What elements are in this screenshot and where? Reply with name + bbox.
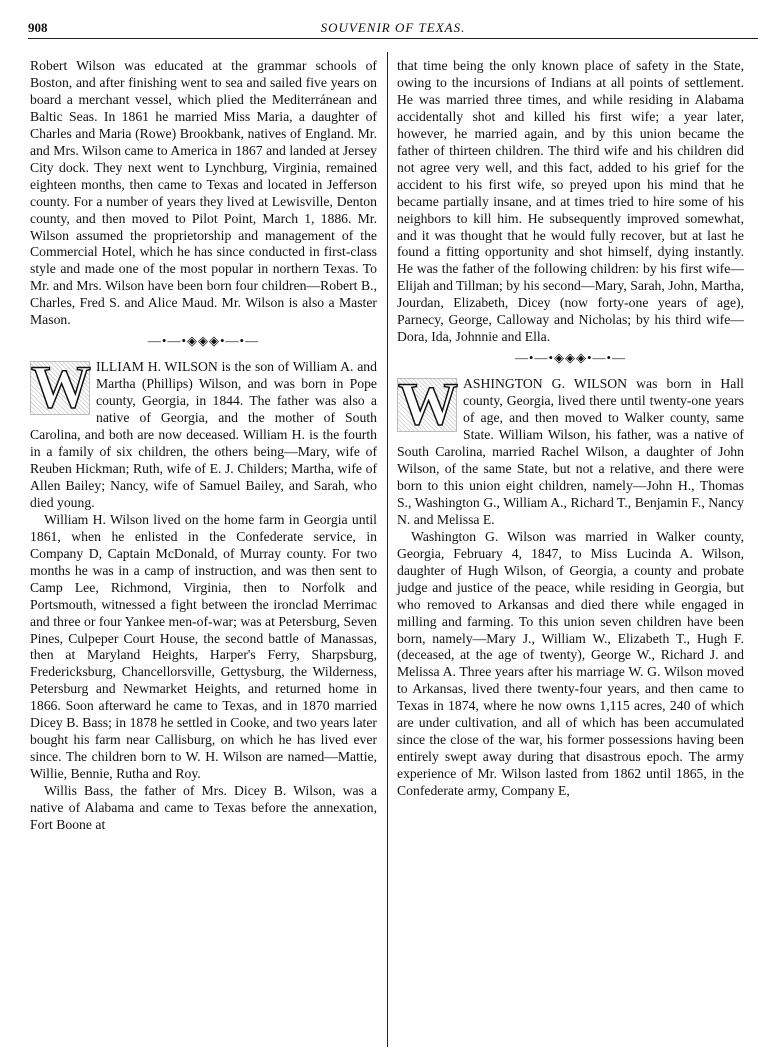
section-ornament: —•—•◈◈◈•—•—	[147, 333, 260, 349]
paragraph-marriage: Washington G. Wilson was married in Walker county, Georgia, February 4, 1847, to Miss Lucinda A. Wilson, daughter of Hugh Wilson, of Georgia, a county and probate judge and justice of the peace, while residing in Georgia, but who removed to Arkansas and died there while engaged in milling and farming. To this union seven children have been born, namely—Mary J., William W., Elizabeth T., Hugh F. (deceased, at the age of twenty), George W., Richard J. and Melissa A. Three years after his marriage W. G. Wilson moved to Arkansas, lived there twenty-four years, and then came to Texas in 1874, where he now owns 1,115 acres, 240 of which are under cultivation, and all of which has been accumulated since the close of the war, his former possessions having been entirely swept away during that disastrous epoch. The army experience of Mr. Wilson lasted from 1862 until 1865, in the Confederate army, Company E,	[397, 528, 744, 799]
header-rule	[28, 38, 758, 39]
paragraph-robert-wilson: Robert Wilson was educated at the grammar schools of Boston, and after finishing went to sea and sailed five years on board a merchant vessel, which plied the Mediterránean and Baltic Seas. In 1861 he married Miss Maria, a daughter of Charles and Maria (Rowe) Brookbank, natives of England. Mr. and Mrs. Wilson came to America in 1867 and landed at Jersey City dock. They next went to Lynchburg, Virginia, remained eighteen months, then came to Texas and located in Jefferson county. For a number of years they lived at Lewisville, Denton county, and then moved to Pilot Point, March 1, 1886. Mr. Wilson assumed the proprietorship and management of the Commercial Hotel, which he has since conducted in first-class style and made one of the most popular in northern Texas. To Mr. and Mrs. Wilson have been born four children—Robert B., Charles, Fred S. and Alice Maud. Mr. Wilson is also a Master Mason.	[30, 58, 377, 328]
drop-cap: W	[398, 371, 458, 438]
bio-intro-paragraph: ASHINGTON G. WILSON was born in Hall county, Georgia, lived there until twenty-one years of age, and then moved to Walker county, same State. William Wilson, his father, was a native of South Carolina, married Rachel Wilson, a daughter of John Wilson, of the same State, but not a relative, and there were born to this union eight children, namely—John H., Thomas S., Washington G., William A., Richard T., Benjamin F., Nancy N. and Melissa E.	[397, 376, 744, 527]
bio-william-h-wilson	[30, 354, 377, 834]
page-number: 908	[28, 20, 48, 35]
section-ornament: —•—•◈◈◈•—•—	[514, 350, 627, 366]
right-column	[397, 58, 744, 800]
paragraph-military-service: William H. Wilson lived on the home farm in Georgia until 1861, when he enlisted in the Confederate service, in Company D, Captain McDonald, of Murray county. For two months he was in a camp of instruction, and was then sent to Camp Lee, Richmond, Virginia, then to Norfolk and Portsmouth, witnessed a fight between the ironclad Merrimac and three or four Yankee men-of-war; was at Petersburg, Seven Pines, Culpeper Court House, the second battle of Manassas, then at Maryland Heights, Harper's Ferry, Sharpsburg, Fredericksburg, Chancellorsville, Gettysburg, the Wilderness, Petersburg and Newmarket Heights, and returned home in 1866. Soon afterward he came to Texas, and in 1870 married Dicey B. Bass; in 1878 he settled in Cooke, and two years later bought his farm near Callisburg, on which he has lived ever since. The children born to W. H. Wilson are named—Mattie, Willie, Bennie, Rutha and Roy.	[30, 511, 377, 782]
paragraph-willis-bass: Willis Bass, the father of Mrs. Dicey B. Wilson, was a native of Alabama and came to Texas before the annexation, Fort Boone at	[30, 783, 377, 832]
running-title: SOUVENIR OF TEXAS.	[320, 20, 466, 35]
bio-washington-g-wilson	[397, 371, 744, 800]
page-header	[28, 16, 758, 38]
left-column	[30, 58, 377, 834]
column-divider	[387, 52, 388, 1047]
bio-intro-paragraph: ILLIAM H. WILSON is the son of William A. and Martha (Phillips) Wilson, and was born in Pope county, Georgia, in 1844. The father was also a native of Georgia, and the mother of South Carolina, and both are now deceased. William H. is the fourth in a family of six children, the others being—Mary, wife of Reuben Hickman; Ruth, wife of E. J. Childers; Martha, wife of Allen Bailey; Nancy, wife of Samuel Bailey, and Sarah, who died young.	[30, 359, 377, 510]
paragraph-continued: that time being the only known place of safety in the State, owing to the incursions of Indians at all points of settlement. He was married three times, and while residing in Alabama accidentally shot and killed his first wife; a year later, however, he married again, and by this union became the father of thirteen children. The third wife and his children did not agree very well, and this fact, added to his grief for the accident to his first wife, so preyed upon his mind that he became partially insane, and at times tried to hire some of his neighbors to kill him. He subsequently improved somewhat, and it was thought that he would fully recover, but at last he found a fitting opportunity and shot himself, dying instantly. He was the father of the following children: by his first wife—Elijah and Tillman; by his second—Mary, Sarah, John, Martha, Jourdan, Elizabeth, Dicey (now forty-one years of age), Parnecy, George, Calloway and Nicholas; by his third wife—Dora, Ida, Johnnie and Ella.	[397, 58, 744, 345]
drop-cap: W	[31, 354, 91, 421]
